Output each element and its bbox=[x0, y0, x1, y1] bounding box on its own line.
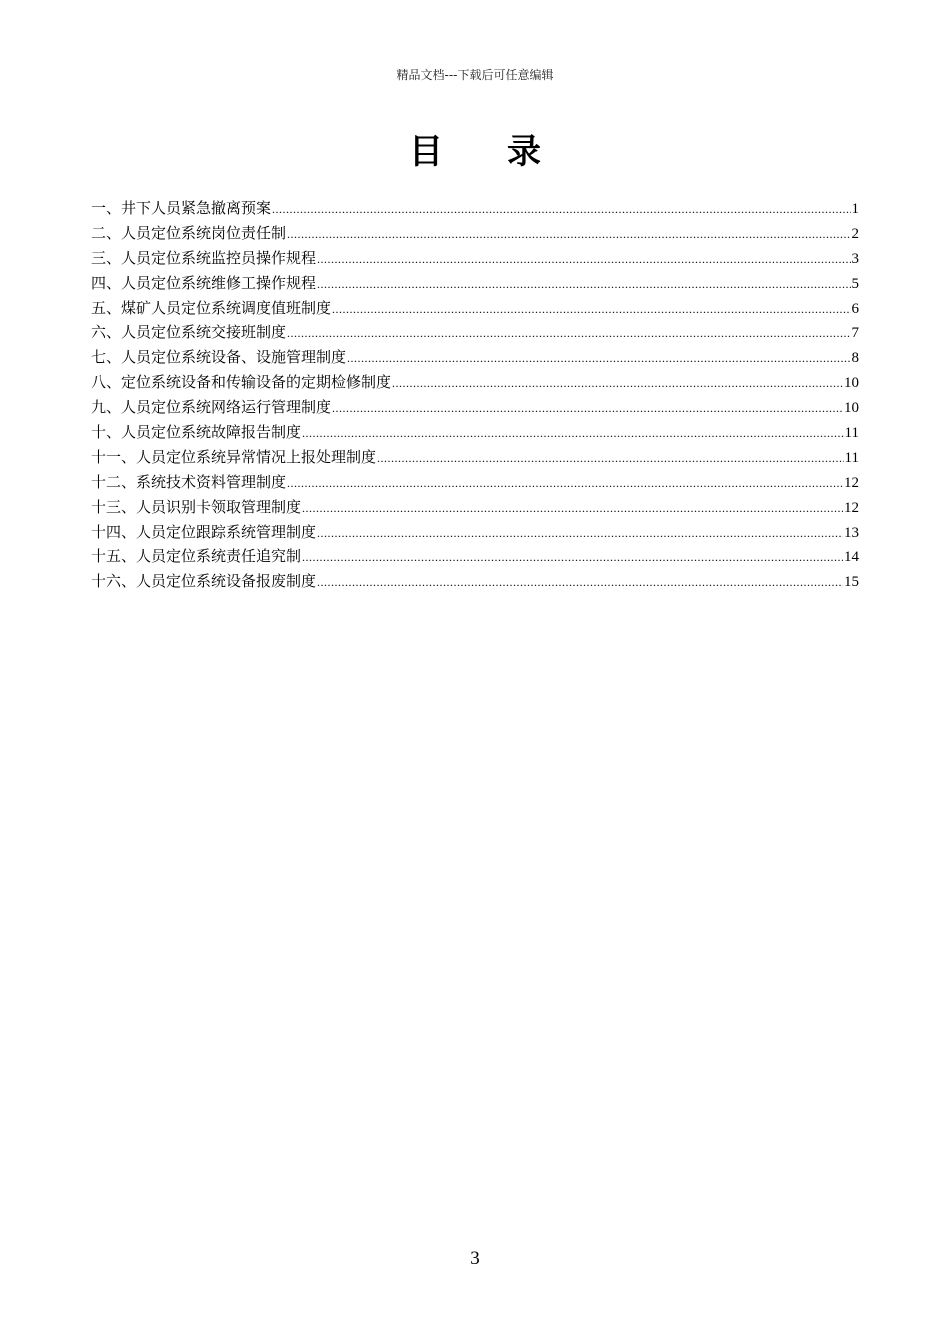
toc-entry-label: 十三、人员识别卡领取管理制度 bbox=[91, 497, 302, 516]
toc-leader-dots bbox=[377, 446, 844, 471]
toc-entry[interactable] bbox=[91, 296, 859, 321]
toc-entry-page: 5 bbox=[851, 275, 859, 292]
toc-entry-label: 十六、人员定位系统设备报废制度 bbox=[91, 572, 317, 591]
toc-entry-label: 十五、人员定位系统责任追究制 bbox=[91, 547, 302, 566]
toc-leader-dots bbox=[302, 496, 843, 521]
toc-entry-page: 3 bbox=[851, 250, 859, 267]
toc-entry[interactable] bbox=[91, 520, 859, 545]
toc-entry-page: 2 bbox=[851, 225, 859, 242]
table-of-contents bbox=[91, 196, 859, 594]
toc-entry[interactable] bbox=[91, 445, 859, 470]
toc-entry[interactable] bbox=[91, 420, 859, 445]
toc-entry-label: 四、人员定位系统维修工操作规程 bbox=[91, 273, 317, 292]
toc-entry-page: 10 bbox=[844, 375, 859, 392]
toc-leader-dots bbox=[287, 321, 850, 346]
toc-leader-dots bbox=[347, 346, 850, 371]
toc-entry-page: 13 bbox=[844, 524, 859, 541]
toc-entry-label: 十一、人员定位系统异常情况上报处理制度 bbox=[91, 447, 377, 466]
toc-entry-page: 14 bbox=[844, 549, 859, 566]
toc-leader-dots bbox=[317, 570, 843, 595]
toc-leader-dots bbox=[287, 222, 850, 247]
toc-entry-label: 十四、人员定位跟踪系统管理制度 bbox=[91, 522, 317, 541]
toc-entry-page: 12 bbox=[844, 474, 859, 491]
toc-entry-page: 10 bbox=[844, 400, 859, 417]
toc-entry-label: 一、井下人员紧急撤离预案 bbox=[91, 199, 272, 217]
toc-entry[interactable] bbox=[91, 320, 859, 345]
toc-leader-dots bbox=[272, 197, 850, 222]
toc-entry-label: 十二、系统技术资料管理制度 bbox=[91, 472, 287, 491]
toc-entry-label: 八、定位系统设备和传输设备的定期检修制度 bbox=[91, 373, 392, 392]
toc-entry-label: 七、人员定位系统设备、设施管理制度 bbox=[91, 348, 347, 367]
toc-entry[interactable] bbox=[91, 246, 859, 271]
toc-leader-dots bbox=[302, 545, 843, 570]
toc-entry-page: 15 bbox=[844, 574, 859, 591]
toc-entry[interactable] bbox=[91, 196, 859, 221]
toc-entry-page: 7 bbox=[851, 325, 859, 342]
toc-leader-dots bbox=[287, 471, 843, 496]
page-header-note: 精品文档---下载后可任意编辑 bbox=[396, 68, 554, 82]
toc-entry-label: 十、人员定位系统故障报告制度 bbox=[91, 423, 302, 442]
toc-entry[interactable] bbox=[91, 271, 859, 296]
toc-entry[interactable] bbox=[91, 544, 859, 569]
toc-entry-label: 三、人员定位系统监控员操作规程 bbox=[91, 248, 317, 267]
toc-entry-page: 6 bbox=[851, 300, 859, 317]
toc-entry[interactable] bbox=[91, 370, 859, 395]
toc-leader-dots bbox=[332, 396, 843, 421]
toc-entry[interactable] bbox=[91, 470, 859, 495]
toc-entry-label: 五、煤矿人员定位系统调度值班制度 bbox=[91, 298, 332, 317]
toc-entry-page: 11 bbox=[844, 425, 859, 442]
toc-leader-dots bbox=[302, 421, 844, 446]
page-title: 目录 bbox=[409, 132, 605, 172]
toc-entry-page: 11 bbox=[844, 449, 859, 466]
toc-entry-label: 六、人员定位系统交接班制度 bbox=[91, 323, 287, 342]
toc-entry-label: 九、人员定位系统网络运行管理制度 bbox=[91, 398, 332, 417]
toc-entry-page: 8 bbox=[851, 350, 859, 367]
toc-entry[interactable] bbox=[91, 221, 859, 246]
toc-leader-dots bbox=[317, 272, 850, 297]
toc-leader-dots bbox=[392, 371, 843, 396]
toc-entry-page: 12 bbox=[844, 499, 859, 516]
page-number: 3 bbox=[470, 1248, 480, 1269]
toc-entry-page: 1 bbox=[851, 201, 859, 217]
toc-entry[interactable] bbox=[91, 495, 859, 520]
toc-leader-dots bbox=[332, 297, 850, 322]
toc-leader-dots bbox=[317, 521, 843, 546]
toc-entry-label: 二、人员定位系统岗位责任制 bbox=[91, 223, 287, 242]
toc-entry[interactable] bbox=[91, 569, 859, 594]
toc-leader-dots bbox=[317, 247, 850, 272]
toc-entry[interactable] bbox=[91, 345, 859, 370]
toc-entry[interactable] bbox=[91, 395, 859, 420]
